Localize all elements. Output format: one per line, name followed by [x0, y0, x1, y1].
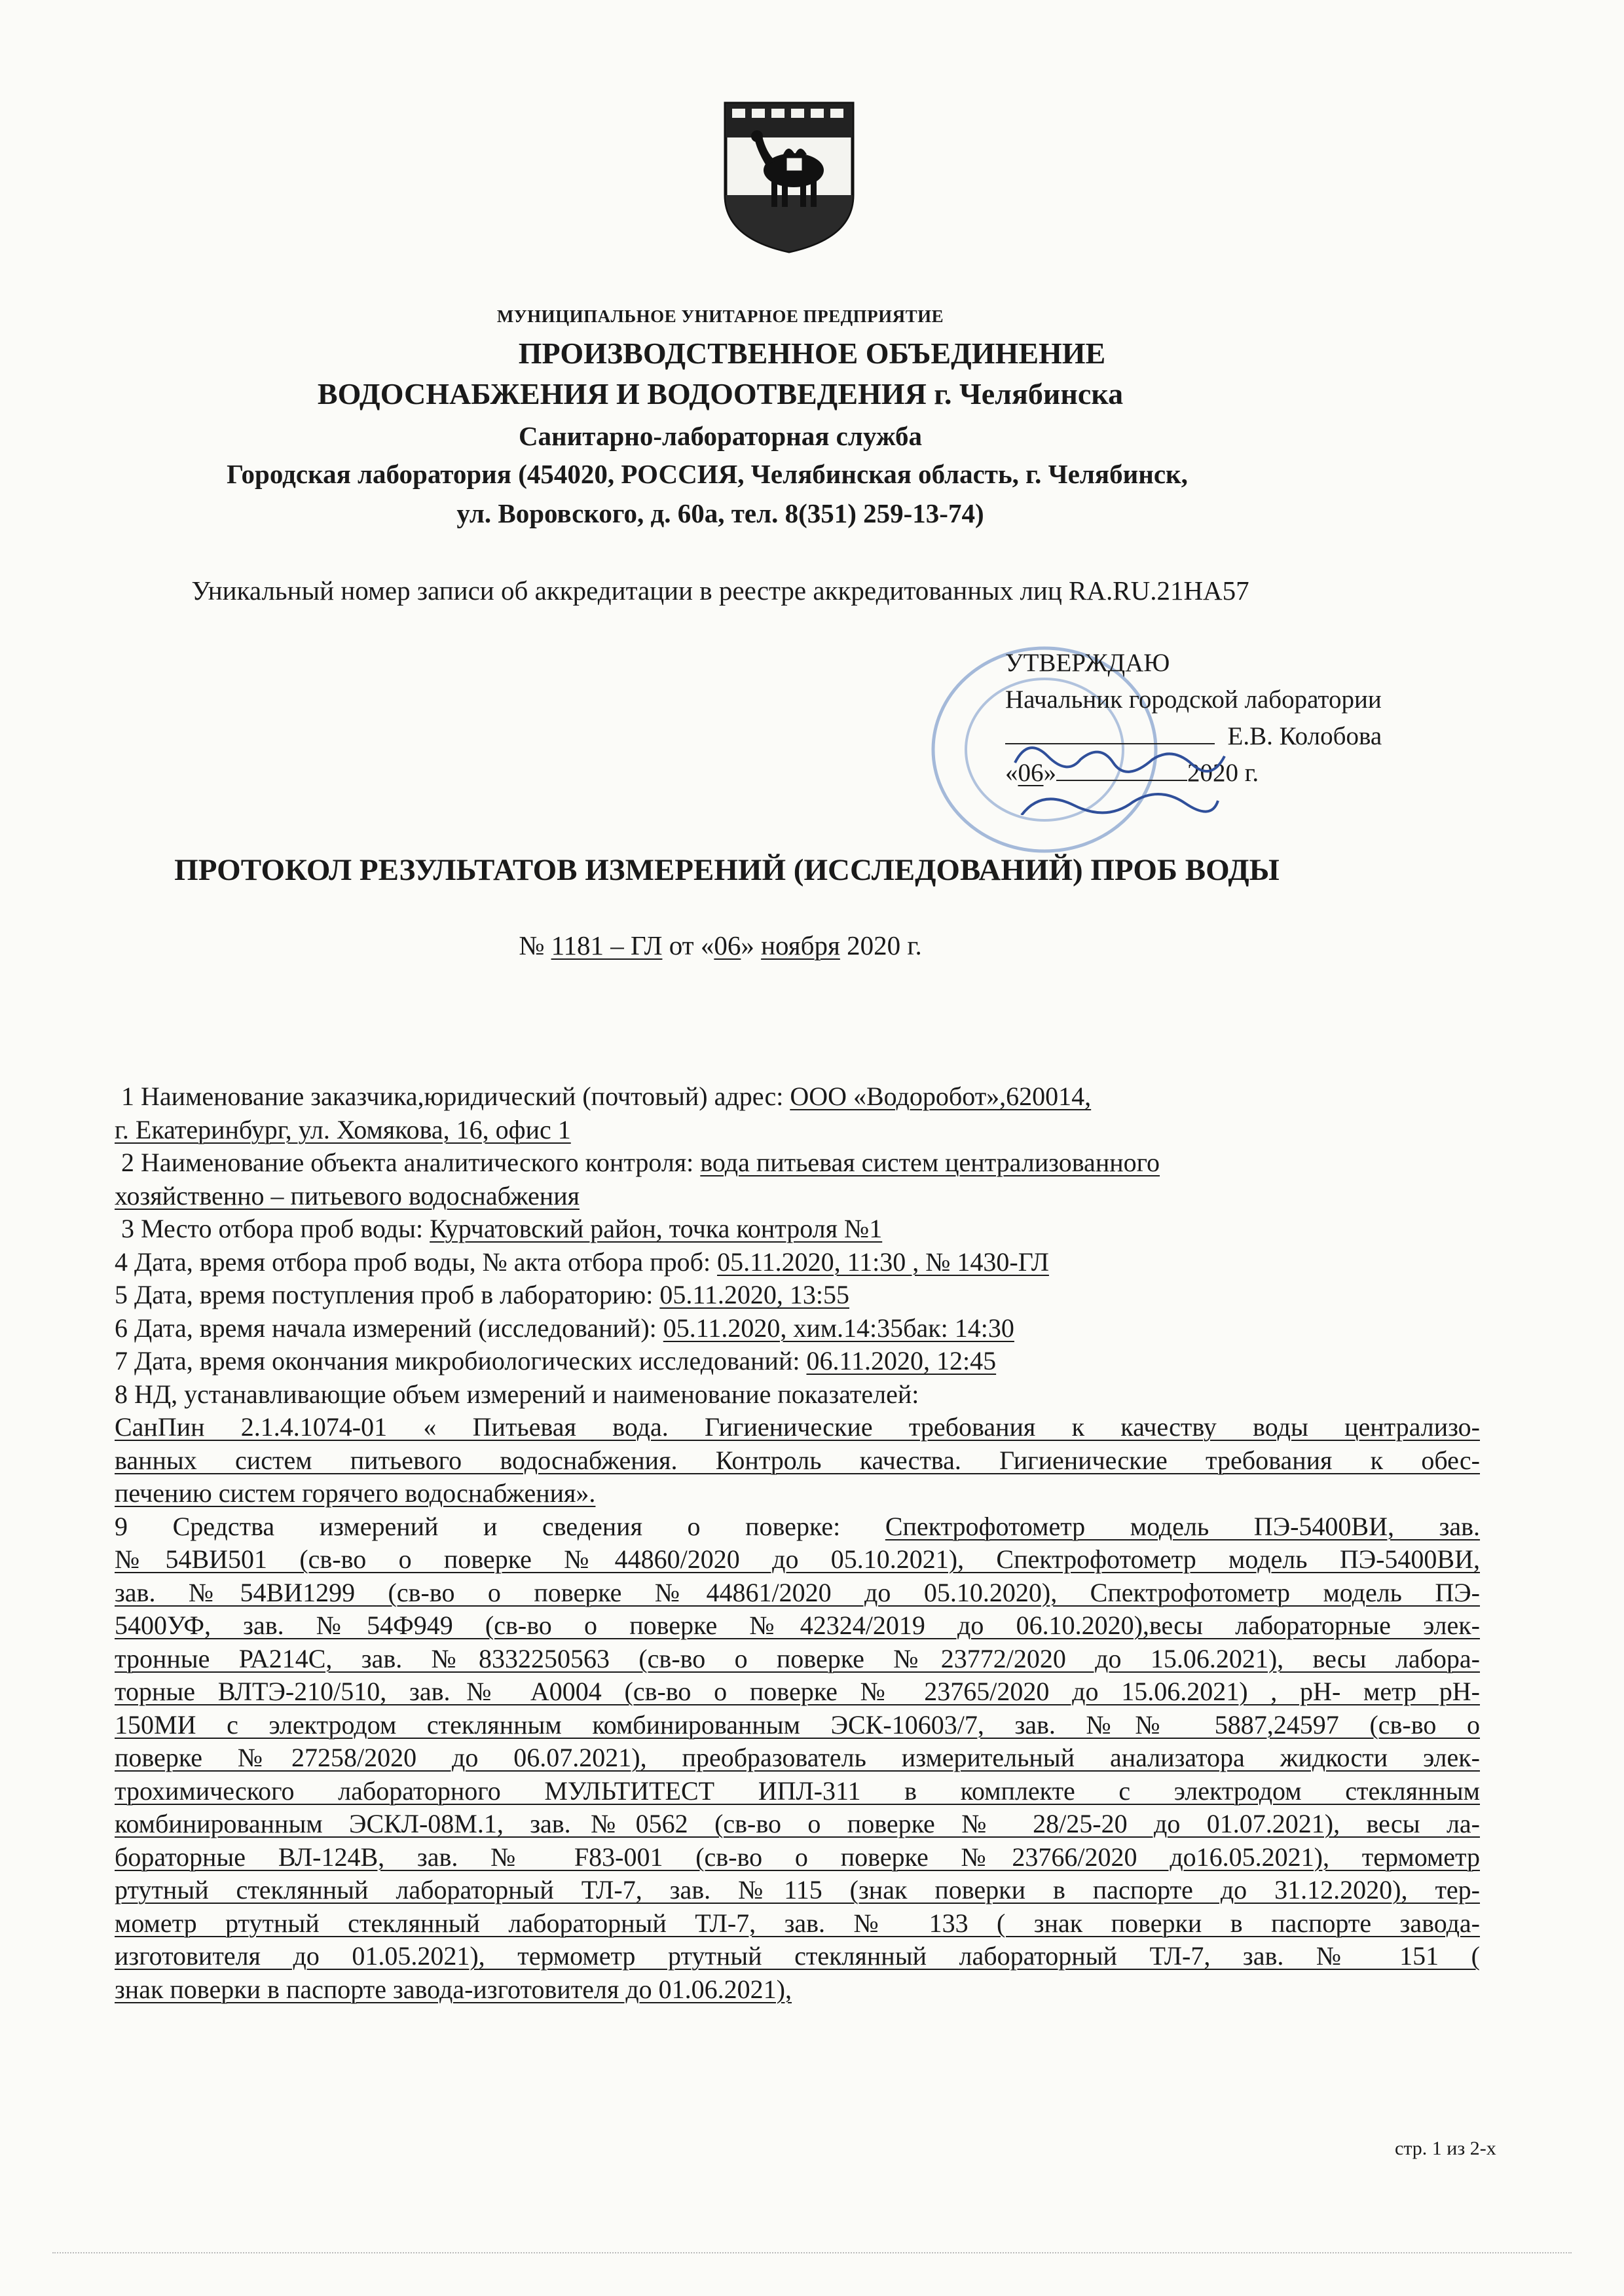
item-2: 2 Наименование объекта аналитического контроля: вода питьевая систем централизованного	[121, 1148, 1160, 1177]
item-7: 7 Дата, время окончания микробиологических исследований: 06.11.2020, 12:45	[115, 1346, 997, 1376]
org-name-line2: ВОДОСНАБЖЕНИЯ И ВОДООТВЕДЕНИЯ г. Челябинска	[317, 377, 1124, 410]
approve-heading: УТВЕРЖДАЮ	[1005, 649, 1170, 677]
item-3: 3 Место отбора проб воды: Курчатовский район, точка контроля №1	[121, 1214, 883, 1243]
lab-address-line1: Городская лаборатория (454020, РОССИЯ, Челябинская область, г. Челябинск,	[227, 459, 1188, 489]
approval-year: 2020 г.	[1187, 759, 1259, 787]
approval-day: 06	[1018, 759, 1044, 787]
service-name: Санитарно-лабораторная служба	[518, 421, 923, 451]
protocol-year: 2020 г.	[847, 930, 922, 960]
protocol-body: 1 Наименование заказчика,юридический (почтовый) адрес: ООО «Водоробот»,620014, г. Екатеринбург, ул. Хомякова, 16, офис 1 2 Наименование объекта аналитического контроля: вода питьевая систем централизованного хозяйственно – питьевого водоснабжения 3 Место отбора проб воды: Курчатовский район, точка контроля №1 4 Дата, время отбора проб воды, № акта отбора проб: 05.11.2020, 11:30 , № 1430-ГЛ 5 Дата, время поступления проб в лабораторию: 05.11.2020, 13:55 6 Дата, время начала измерений (исследований): 05.11.2020, хим.14:35бак: 14:30 7 Дата, время окончания микробиологических исследований: 06.11.2020, 12:45 8 НД, устанавливающие объем измерений и наименование показателей: СанПин 2.1.4.1074-01 « Питьевая вода. Гигиенические требования к качеству воды централизо- ванных систем питьевого водоснабжения. Контроль качества. Гигиенические требования к обес- печению систем горячего водоснабжения». 9 Средства измерений и сведения о поверке: Спектрофотометр модель ПЭ-5400ВИ, зав. №54ВИ501 (св-во о поверке №44860/2020 до 05.10.2021), Спектрофотометр модель ПЭ-5400ВИ, зав. №54ВИ1299 (св-во о поверке №44861/2020 до 05.10.2020), Спектрофотометр модель ПЭ- 5400УФ, зав. №54Ф949 (св-во о поверке №42324/2019 до 06.10.2020),весы лабораторные элек- тронные РА214С, зав. №8332250563 (св-во о поверке №23772/2020 до 15.06.2021), весы лабора- торные ВЛТЭ-210/510, зав.№ А0004 (св-во о поверке № 23765/2020 до 15.06.2021) , рН- метр рН- 150МИ с электродом стеклянным комбинированным ЭСК-10603/7, зав. №№ 5887,24597 (св-во о поверке №27258/2020 до 06.07.2021), преобразователь измерительный анализатора жидкости элек- трохимического лабораторного МУЛЬТИТЕСТ ИПЛ-311 в комплекте с электродом стеклянным комбинированным ЭСКЛ-08М.1, зав.№0562 (св-во о поверке № 28/25-20 до 01.07.2021), весы ла- бораторные ВЛ-124В, зав. № F83-001 (св-во о поверке №23766/2020 до16.05.2021), термометр ртутный стеклянный лабораторный ТЛ-7, зав. №115 (знак поверки в паспорте до 31.12.2020), тер- мометр ртутный стеклянный лабораторный ТЛ-7, зав. № 133 ( знак поверки в паспорте завода- изготовителя до 01.05.2021), термометр ртутный стеклянный лабораторный ТЛ-7, зав. № 151 ( знак поверки в паспорте завода-изготовителя до 01.06.2021),	[115, 1082, 1481, 2004]
item-6: 6 Дата, время начала измерений (исследований): 05.11.2020, хим.14:35бак: 14:30	[115, 1313, 1014, 1343]
approver-signature	[1002, 723, 1277, 815]
city-emblem-icon	[720, 97, 858, 254]
accreditation-number: Уникальный номер записи об аккредитации в реестре аккредитованных лиц RA.RU.21НА57	[191, 575, 1249, 606]
protocol-day: 06	[714, 930, 741, 960]
protocol-title: ПРОТОКОЛ РЕЗУЛЬТАТОВ ИЗМЕРЕНИЙ (ИССЛЕДОВАНИЙ) ПРОБ ВОДЫ	[174, 853, 1280, 887]
item-1: 1 Наименование заказчика,юридический (почтовый) адрес: ООО «Водоробот»,620014,	[121, 1082, 1092, 1111]
item-5: 5 Дата, время поступления проб в лабораторию: 05.11.2020, 13:55	[115, 1280, 849, 1309]
enterprise-type: МУНИЦИПАЛЬНОЕ УНИТАРНОЕ ПРЕДПРИЯТИЕ	[496, 306, 944, 326]
scan-edge-divider	[52, 2252, 1572, 2253]
protocol-month: ноября	[761, 930, 840, 960]
approval-date-line: «06» 2020 г.	[1005, 759, 1259, 787]
protocol-number: 1181 – ГЛ	[551, 930, 663, 960]
item-8: 8 НД, устанавливающие объем измерений и наименование показателей:	[115, 1379, 919, 1409]
protocol-number-line: № 1181 – ГЛ от «06» ноября 2020 г.	[519, 930, 922, 960]
item-4: 4 Дата, время отбора проб воды, № акта отбора проб: 05.11.2020, 11:30 , № 1430-ГЛ	[115, 1247, 1049, 1277]
approver-position: Начальник городской лаборатории	[1005, 685, 1382, 714]
org-name-line1: ПРОИЗВОДСТВЕННОЕ ОБЪЕДИНЕНИЕ	[518, 337, 1106, 370]
lab-address-line2: ул. Воровского, д. 60а, тел. 8(351) 259-13-74)	[456, 498, 984, 528]
item-9: 9 Средства измерений и сведения о поверке: Спектрофотометр модель ПЭ-5400ВИ, зав.	[115, 1511, 1481, 1541]
approver-name: Е.В. Колобова	[1227, 722, 1382, 750]
page-number: стр. 1 из 2-х	[1395, 2138, 1496, 2159]
